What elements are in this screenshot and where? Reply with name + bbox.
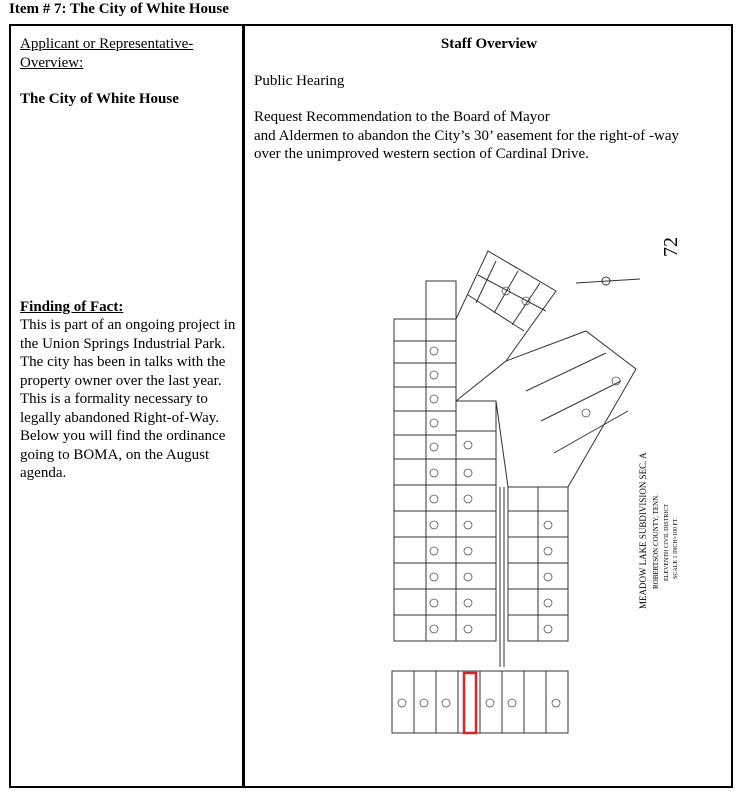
plat-district: ELEVENTH CIVIL DISTRICT [664,503,670,581]
applicant-name: The City of White House [20,91,179,107]
item-table [9,24,733,788]
plat-subdivision-title: MEADOW LAKE SUBDIVISION SEC. A [638,452,648,609]
plat-county: ROBERTSON COUNTY, TENN. [652,494,660,589]
applicant-column [20,35,236,483]
column-divider [242,26,245,786]
finding-text: This is part of an ongoing project in the Union Springs Industrial Park. The city has been in talks with the property owner over the last year. This is a formality necessary to legally abandoned Right-of-Way. Below you will find the ordinance going to BOMA, on the August agenda. [20,317,236,481]
subdivision-plat-map [256,191,722,759]
item-title: Item # 7: The City of White House [9,1,229,17]
highlighted-right-of-way [464,673,476,733]
request-line-2: and Aldermen to abandon the City’s 30’ easement for the right-of -way [254,127,680,144]
plat-scale: SCALE 1 INCH=100 FT. [673,517,679,579]
staff-overview-heading: Staff Overview [440,36,538,52]
plat-page-number: 72 [660,237,682,257]
applicant-heading: Applicant or Representative-Overview: [20,36,194,71]
request-line-1: Request Recommendation to the Board of Mayor [254,109,550,125]
request-line-3: over the unimproved western section of Cardinal Drive. [254,146,589,162]
staff-overview-column [254,35,724,164]
public-hearing-label: Public Hearing [254,72,345,89]
finding-heading: Finding of Fact: [20,298,124,315]
